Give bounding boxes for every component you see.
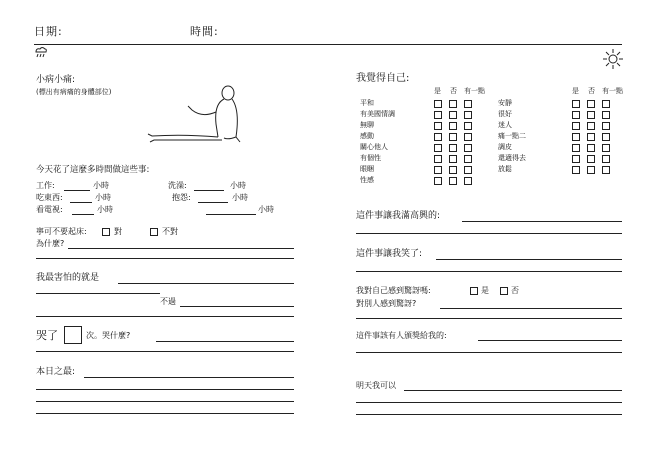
feel-right-yes-checkbox[interactable]	[572, 111, 580, 119]
fear-line[interactable]	[118, 283, 294, 284]
feel-left-no-checkbox[interactable]	[449, 155, 457, 163]
time-use-row3-left-unit: 小時	[97, 205, 113, 214]
rain-cloud-icon	[34, 46, 48, 58]
time-use-row1-left-line[interactable]	[64, 190, 90, 191]
laugh-prompt: 這件事讓我笑了:	[356, 249, 423, 259]
feel-right-some-checkbox[interactable]	[602, 166, 610, 174]
hope-line-1[interactable]	[462, 221, 622, 222]
feel-left-item-label: 平和	[360, 99, 374, 107]
tomorrow-line-3[interactable]	[356, 414, 622, 415]
feel-left-no-checkbox[interactable]	[449, 144, 457, 152]
feel-left-no-checkbox[interactable]	[449, 177, 457, 185]
feel-left-item-label: 感動	[360, 132, 374, 140]
feel-left-yes-checkbox[interactable]	[434, 100, 442, 108]
feel-left-yes-checkbox[interactable]	[434, 177, 442, 185]
feel-right-no-checkbox[interactable]	[587, 144, 595, 152]
feel-left-some-checkbox[interactable]	[464, 100, 472, 108]
time-use-row3-right-unit: 小時	[258, 205, 274, 214]
time-use-row1-left-unit: 小時	[93, 181, 109, 190]
feel-right-no-checkbox[interactable]	[587, 166, 595, 174]
cry-line-2[interactable]	[36, 351, 294, 352]
feel-left-some-checkbox[interactable]	[464, 133, 472, 141]
self-eval-yes-checkbox[interactable]	[470, 287, 478, 295]
tomorrow-line-1[interactable]	[404, 390, 622, 391]
laugh-line-1[interactable]	[436, 259, 622, 260]
pain-title: 小病小痛:	[36, 75, 76, 85]
time-use-row2-right: 抱怨:	[172, 193, 191, 202]
time-use-row3-left: 看電視:	[36, 205, 63, 214]
feel-left-some-checkbox[interactable]	[464, 111, 472, 119]
feel-right-item-label: 很好	[498, 110, 512, 118]
bed-no-label: 不對	[162, 227, 178, 236]
feel-right-no-checkbox[interactable]	[587, 155, 595, 163]
today-line-3[interactable]	[36, 401, 294, 402]
cry-count-box[interactable]	[64, 326, 82, 344]
cry-line[interactable]	[156, 341, 294, 342]
feel-left-yes-checkbox[interactable]	[434, 155, 442, 163]
bed-question: 寧可不要起床:	[36, 227, 87, 236]
feel-right-item-label: 還適得去	[498, 154, 526, 162]
feel-right-item-label: 痛一點二	[498, 132, 526, 140]
feel-left-yes-checkbox[interactable]	[434, 144, 442, 152]
feel-right-yes-checkbox[interactable]	[572, 166, 580, 174]
feel-right-yes-checkbox[interactable]	[572, 155, 580, 163]
hope-line-2[interactable]	[356, 233, 622, 234]
self-eval-line[interactable]	[440, 308, 622, 309]
feel-left-col-some: 有一點	[464, 87, 485, 95]
time-use-row3-right-line[interactable]	[206, 214, 256, 215]
feel-left-some-checkbox[interactable]	[464, 166, 472, 174]
feel-left-no-checkbox[interactable]	[449, 111, 457, 119]
feel-right-yes-checkbox[interactable]	[572, 133, 580, 141]
sun-icon	[602, 48, 624, 70]
feel-left-some-checkbox[interactable]	[464, 155, 472, 163]
bed-no-checkbox[interactable]	[150, 228, 158, 236]
time-use-row2-left-unit: 小時	[95, 193, 111, 202]
bed-yes-checkbox[interactable]	[102, 228, 110, 236]
time-use-row1-right-unit: 小時	[230, 181, 246, 190]
feel-right-no-checkbox[interactable]	[587, 133, 595, 141]
feel-right-some-checkbox[interactable]	[602, 122, 610, 130]
time-use-row2-right-line[interactable]	[198, 202, 228, 203]
feel-left-some-checkbox[interactable]	[464, 177, 472, 185]
date-label: 日期:	[34, 25, 63, 38]
time-use-row3-left-line[interactable]	[72, 214, 94, 215]
feel-right-item-label: 調皮	[498, 143, 512, 151]
feel-right-item-label: 迷人	[498, 121, 512, 129]
bed-yes-label: 對	[114, 227, 122, 236]
tomorrow-prompt: 明天我可以	[356, 381, 396, 390]
feel-left-item-label: 有美國情調	[360, 110, 395, 118]
feel-left-some-checkbox[interactable]	[464, 122, 472, 130]
today-line-2[interactable]	[36, 389, 294, 390]
feel-left-item-label: 眼睏	[360, 165, 374, 173]
today-line-1[interactable]	[84, 377, 294, 378]
feel-left-col-yes: 是	[434, 87, 441, 95]
fear-title: 我最害怕的就是	[36, 273, 100, 283]
feel-right-no-checkbox[interactable]	[587, 100, 595, 108]
tomorrow-line-2[interactable]	[356, 402, 622, 403]
feel-left-yes-checkbox[interactable]	[434, 133, 442, 141]
laugh-line-2[interactable]	[356, 271, 622, 272]
feel-left-no-checkbox[interactable]	[449, 122, 457, 130]
feel-right-no-checkbox[interactable]	[587, 122, 595, 130]
feel-right-col-yes: 是	[572, 87, 579, 95]
feel-right-some-checkbox[interactable]	[602, 133, 610, 141]
self-eval-no-label: 否	[511, 286, 519, 295]
feel-left-item-label: 性感	[360, 176, 374, 184]
feel-left-item-label: 無聊	[360, 121, 374, 129]
feel-right-no-checkbox[interactable]	[587, 111, 595, 119]
time-use-row2-left: 吃東西:	[36, 193, 63, 202]
thanks-prompt: 這件事該有人頒獎給我的:	[356, 331, 447, 340]
feel-right-item-label: 放鬆	[498, 165, 512, 173]
fear-line-2[interactable]	[36, 293, 160, 294]
self-eval-prompt: 我對自己感到驚訝嗎:	[356, 286, 431, 295]
feel-right-col-no: 否	[588, 87, 595, 95]
body-figure-illustration	[144, 82, 254, 152]
today-title: 本日之最:	[36, 367, 76, 377]
hope-prompt: 這件事讓我滿高興的:	[356, 211, 441, 221]
feel-left-no-checkbox[interactable]	[449, 100, 457, 108]
time-use-row2-left-line[interactable]	[70, 202, 92, 203]
feel-left-some-checkbox[interactable]	[464, 144, 472, 152]
bed-why-line-2[interactable]	[36, 258, 294, 259]
today-line-4[interactable]	[36, 413, 294, 414]
thanks-line-2[interactable]	[356, 352, 622, 353]
feel-right-some-checkbox[interactable]	[602, 111, 610, 119]
thanks-line-1[interactable]	[478, 340, 622, 341]
self-eval-no-checkbox[interactable]	[500, 287, 508, 295]
self-eval-sub: 對別人感到驚訝?	[356, 299, 417, 308]
feel-left-col-no: 否	[450, 87, 457, 95]
fear-line-3[interactable]	[36, 316, 294, 317]
cry-prefix: 哭了	[36, 329, 58, 342]
feel-right-col-some: 有一點	[602, 87, 623, 95]
feel-right-some-checkbox[interactable]	[602, 100, 610, 108]
self-eval-yes-label: 是	[481, 286, 489, 295]
bed-why-line[interactable]	[68, 248, 294, 249]
feel-right-yes-checkbox[interactable]	[572, 100, 580, 108]
feel-left-no-checkbox[interactable]	[449, 166, 457, 174]
feel-left-yes-checkbox[interactable]	[434, 166, 442, 174]
cry-suffix: 次。哭什麼?	[86, 331, 131, 340]
time-use-row1-left: 工作:	[36, 181, 55, 190]
feel-right-yes-checkbox[interactable]	[572, 144, 580, 152]
feel-left-item-label: 關心他人	[360, 143, 388, 151]
time-use-title: 今天花了這麼多時間做這些事:	[36, 165, 150, 175]
self-eval-line-2[interactable]	[356, 318, 622, 319]
feel-title: 我覺得自己:	[356, 73, 410, 84]
time-use-row1-right: 洗澡:	[168, 181, 187, 190]
time-use-row1-right-line[interactable]	[194, 190, 224, 191]
pain-subtitle: (標出有病痛的身體部位)	[36, 88, 112, 96]
feel-left-no-checkbox[interactable]	[449, 133, 457, 141]
feel-right-item-label: 安靜	[498, 99, 512, 107]
feel-right-some-checkbox[interactable]	[602, 155, 610, 163]
fear-but-line[interactable]	[180, 306, 294, 307]
header-rule	[34, 44, 622, 45]
feel-right-yes-checkbox[interactable]	[572, 122, 580, 130]
fear-but-label: 不過	[160, 297, 176, 306]
time-label: 時間:	[190, 25, 219, 38]
time-use-row2-right-unit: 小時	[232, 193, 248, 202]
feel-left-yes-checkbox[interactable]	[434, 111, 442, 119]
bed-why-label: 為什麼?	[36, 239, 65, 248]
feel-right-some-checkbox[interactable]	[602, 144, 610, 152]
feel-left-item-label: 有個性	[360, 154, 381, 162]
feel-left-yes-checkbox[interactable]	[434, 122, 442, 130]
